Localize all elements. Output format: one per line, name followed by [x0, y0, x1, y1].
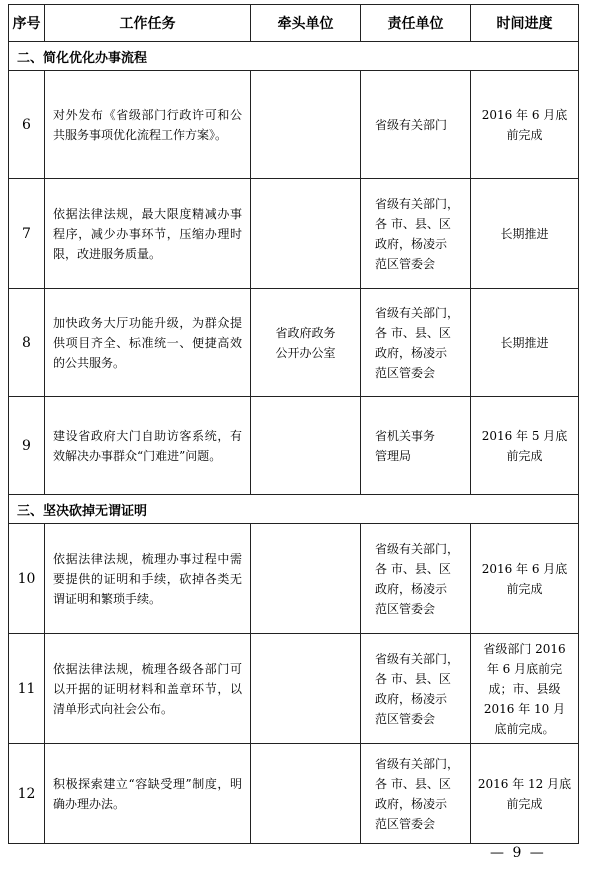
- section-title: 二、简化优化办事流程: [9, 42, 579, 71]
- page-number: — 9 —: [490, 845, 546, 861]
- header-row: [9, 5, 579, 42]
- header-task: 工作任务: [45, 5, 251, 42]
- task-cell: 依据法律法规，最大限度精减办事程序，减少办事环节，压缩办理时限，改进服务质量。: [45, 179, 251, 289]
- row-number: 11: [9, 634, 45, 744]
- resp-cell: 省机关事务 管理局: [361, 397, 471, 495]
- table-row: [9, 744, 579, 844]
- lead-cell: [251, 179, 361, 289]
- time-cell: 长期推进: [471, 289, 579, 397]
- lead-cell: 省政府政务 公开办公室: [251, 289, 361, 397]
- table-row: [9, 289, 579, 397]
- header-lead: 牵头单位: [251, 5, 361, 42]
- row-number: 8: [9, 289, 45, 397]
- row-number: 12: [9, 744, 45, 844]
- resp-cell: 省级有关部门， 各 市、县、区 政府，杨凌示 范区管委会: [361, 524, 471, 634]
- header-resp: 责任单位: [361, 5, 471, 42]
- time-cell: 2016 年 6 月底 前完成: [471, 71, 579, 179]
- section-row: [9, 495, 579, 524]
- table-row: [9, 524, 579, 634]
- resp-cell: 省级有关部门: [361, 71, 471, 179]
- section-row: [9, 42, 579, 71]
- time-cell: 2016 年 12 月底 前完成: [471, 744, 579, 844]
- header-seq: 序号: [9, 5, 45, 42]
- resp-cell: 省级有关部门， 各 市、县、区 政府，杨凌示 范区管委会: [361, 179, 471, 289]
- time-cell: 长期推进: [471, 179, 579, 289]
- row-number: 7: [9, 179, 45, 289]
- time-cell: 2016 年 6 月底 前完成: [471, 524, 579, 634]
- resp-cell: 省级有关部门， 各 市、县、区 政府，杨凌示 范区管委会: [361, 744, 471, 844]
- table-row: [9, 71, 579, 179]
- table-row: [9, 179, 579, 289]
- task-cell: 依据法律法规，梳理办事过程中需要提供的证明和手续，砍掉各类无谓证明和繁琐手续。: [45, 524, 251, 634]
- lead-cell: [251, 397, 361, 495]
- lead-cell: [251, 524, 361, 634]
- table-row: [9, 634, 579, 744]
- task-table: [8, 4, 579, 844]
- lead-cell: [251, 71, 361, 179]
- row-number: 10: [9, 524, 45, 634]
- time-cell: 省级部门 2016 年 6 月底前完 成；市、县级 2016 年 10 月 底前完成。: [471, 634, 579, 744]
- table-row: [9, 397, 579, 495]
- task-cell: 加快政务大厅功能升级，为群众提供项目齐全、标准统一、便捷高效的公共服务。: [45, 289, 251, 397]
- section-title: 三、坚决砍掉无谓证明: [9, 495, 579, 524]
- task-cell: 建设省政府大门自助访客系统，有效解决办事群众“门难进”问题。: [45, 397, 251, 495]
- task-cell: 依据法律法规，梳理各级各部门可以开据的证明材料和盖章环节，以清单形式向社会公布。: [45, 634, 251, 744]
- lead-cell: [251, 634, 361, 744]
- resp-cell: 省级有关部门， 各 市、县、区 政府，杨凌示 范区管委会: [361, 289, 471, 397]
- resp-cell: 省级有关部门， 各 市、县、区 政府，杨凌示 范区管委会: [361, 634, 471, 744]
- time-cell: 2016 年 5 月底 前完成: [471, 397, 579, 495]
- task-cell: 对外发布《省级部门行政许可和公共服务事项优化流程工作方案》。: [45, 71, 251, 179]
- row-number: 6: [9, 71, 45, 179]
- header-time: 时间进度: [471, 5, 579, 42]
- row-number: 9: [9, 397, 45, 495]
- task-cell: 积极探索建立“容缺受理”制度，明确办理办法。: [45, 744, 251, 844]
- lead-cell: [251, 744, 361, 844]
